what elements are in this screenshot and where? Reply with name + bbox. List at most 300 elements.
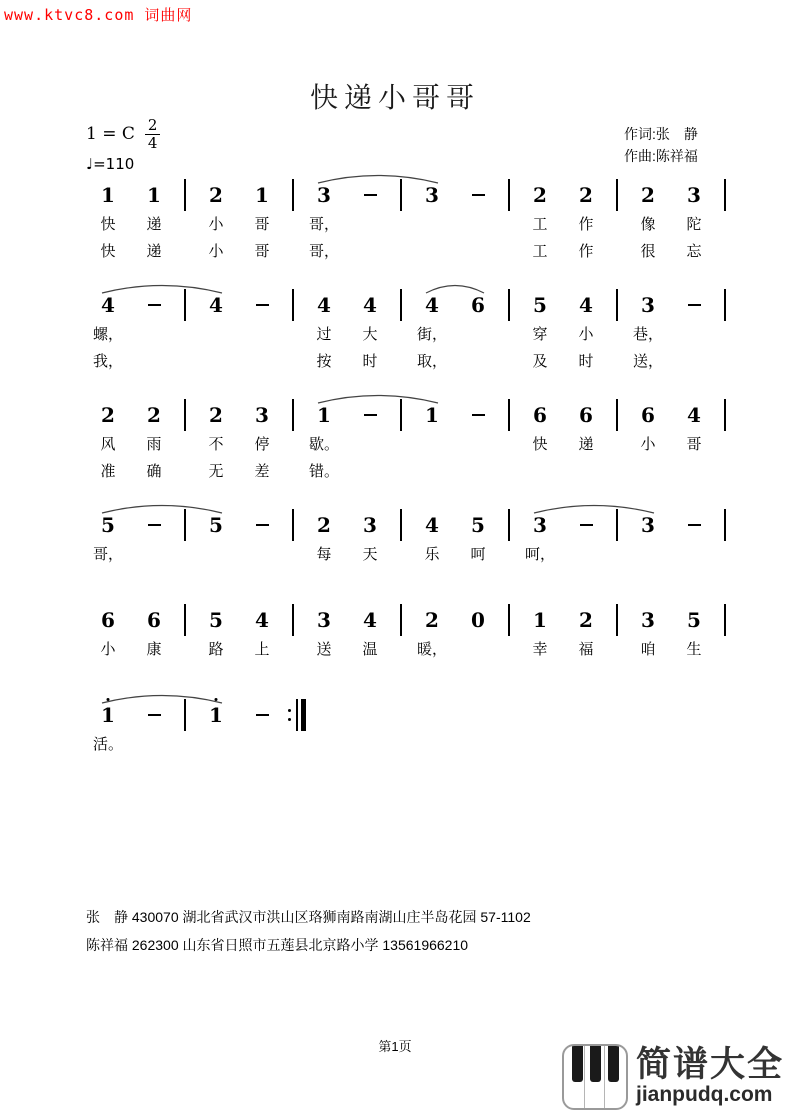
barline-cell xyxy=(285,292,301,372)
lyric: 我， xyxy=(92,353,123,370)
note xyxy=(687,607,701,633)
note-number: 2 xyxy=(533,183,547,207)
lyric: 确 xyxy=(146,463,162,480)
note xyxy=(471,607,485,633)
beat xyxy=(517,402,563,482)
site-logo xyxy=(562,1044,784,1110)
beat xyxy=(517,292,563,372)
beat xyxy=(131,292,177,372)
lyric: 温 xyxy=(362,641,378,658)
quarter-note-icon: ♩ xyxy=(86,155,94,173)
time-signature xyxy=(145,118,161,151)
note xyxy=(317,607,331,633)
dash-glyph xyxy=(256,524,269,526)
barline-cell xyxy=(285,512,301,565)
note-number: 5 xyxy=(533,293,547,317)
beat xyxy=(193,182,239,262)
note xyxy=(425,292,439,318)
note-number: 1 xyxy=(533,608,547,632)
key-time-signature xyxy=(86,118,160,173)
address-line-1: 张 静 430070 湖北省武汉市洪山区珞狮南路南湖山庄半岛花园 57-1102 xyxy=(86,909,531,925)
logo-text xyxy=(636,1047,784,1107)
beat xyxy=(671,512,717,565)
lyric: 送 xyxy=(316,641,332,658)
tempo-value: =110 xyxy=(93,155,135,173)
beat xyxy=(347,512,393,565)
lyric: 雨 xyxy=(146,436,162,453)
beat xyxy=(409,292,455,372)
barline-cell xyxy=(609,402,625,482)
beat xyxy=(455,607,501,660)
beat xyxy=(193,702,239,755)
note xyxy=(101,512,115,538)
barline-cell xyxy=(177,512,193,565)
beat xyxy=(625,402,671,482)
lyric: 上 xyxy=(254,641,270,658)
piano-keys-icon xyxy=(562,1044,628,1110)
score xyxy=(85,167,745,782)
barline-cell xyxy=(609,607,625,660)
barline-cell xyxy=(177,702,193,755)
beat xyxy=(193,292,239,372)
barline-cell xyxy=(393,182,409,262)
note-number: 2 xyxy=(147,403,161,427)
note xyxy=(687,402,701,428)
beat xyxy=(517,512,563,565)
lyric: 快 xyxy=(100,216,116,233)
lyric: 呵 xyxy=(470,546,486,563)
lyric: 很 xyxy=(640,243,656,260)
beat xyxy=(409,512,455,565)
beat xyxy=(85,292,131,372)
note-number: 4 xyxy=(687,403,701,427)
beat xyxy=(625,292,671,372)
beat xyxy=(347,182,393,262)
beat xyxy=(347,607,393,660)
note xyxy=(101,702,115,728)
address-line-2: 陈祥福 262300 山东省日照市五莲县北京路小学 13561966210 xyxy=(86,937,469,953)
score-row xyxy=(85,687,745,755)
lyric: 工 xyxy=(532,216,548,233)
beat xyxy=(563,182,609,262)
note xyxy=(533,292,547,318)
lyric: 穿 xyxy=(532,326,548,343)
logo-title: 简谱大全 xyxy=(635,1045,784,1084)
lyric: 无 xyxy=(208,463,224,480)
note xyxy=(101,292,115,318)
beat xyxy=(347,292,393,372)
note-number: 1 xyxy=(209,704,223,726)
note-number: 3 xyxy=(317,608,331,632)
lyric: 风 xyxy=(100,436,116,453)
barline-cell xyxy=(501,512,517,565)
note-number: 3 xyxy=(255,403,269,427)
beat xyxy=(239,182,285,262)
beat xyxy=(671,607,717,660)
logo-domain: jianpudq.com xyxy=(635,1083,773,1106)
slur-layer xyxy=(85,687,745,709)
note-number: 6 xyxy=(533,403,547,427)
note-number: 1 xyxy=(101,183,115,207)
lyric: 忘 xyxy=(686,243,702,260)
beat xyxy=(85,607,131,660)
lyric: 大 xyxy=(362,326,378,343)
lyric: 送， xyxy=(632,353,663,370)
note xyxy=(641,292,655,318)
lyric: 快 xyxy=(100,243,116,260)
beat xyxy=(409,607,455,660)
note-number: 2 xyxy=(209,403,223,427)
score-row xyxy=(85,277,745,372)
note-number: 5 xyxy=(471,513,485,537)
beat xyxy=(455,512,501,565)
dash-glyph xyxy=(148,304,161,306)
note xyxy=(363,292,377,318)
beat xyxy=(131,402,177,482)
beat xyxy=(625,182,671,262)
lyric: 差 xyxy=(254,463,270,480)
dash-glyph xyxy=(148,524,161,526)
lyric: 哥， xyxy=(308,243,339,260)
lyric: 哥 xyxy=(254,243,270,260)
dash-glyph xyxy=(148,714,161,716)
beat xyxy=(671,402,717,482)
dash-glyph xyxy=(256,714,269,716)
note xyxy=(209,182,223,208)
beat xyxy=(131,702,177,755)
slur xyxy=(426,286,484,294)
note-number: 5 xyxy=(687,608,701,632)
lyric: 哥 xyxy=(254,216,270,233)
lyric: 巷， xyxy=(632,326,663,343)
lyric: 不 xyxy=(208,436,224,453)
lyric: 哥， xyxy=(308,216,339,233)
note-number: 4 xyxy=(579,293,593,317)
note-number: 3 xyxy=(641,293,655,317)
lyric: 作 xyxy=(578,243,594,260)
beat xyxy=(193,402,239,482)
barline-cell xyxy=(609,292,625,372)
page-number: 第1页 xyxy=(378,1039,412,1054)
lyric: 递 xyxy=(578,436,594,453)
contact-info xyxy=(86,903,531,959)
barline-cell xyxy=(717,402,733,482)
beat xyxy=(131,182,177,262)
lyric: 小 xyxy=(100,641,116,658)
barline-cell xyxy=(177,402,193,482)
repeat-sign-end xyxy=(285,702,309,755)
lyric: 时 xyxy=(578,353,594,370)
note xyxy=(255,402,269,428)
note xyxy=(641,182,655,208)
lyric: 暖， xyxy=(416,641,447,658)
note xyxy=(209,292,223,318)
slur xyxy=(318,176,438,184)
dash-glyph xyxy=(364,194,377,196)
barline-cell xyxy=(177,292,193,372)
note-number: 5 xyxy=(209,608,223,632)
lyric: 停 xyxy=(254,436,270,453)
note xyxy=(101,402,115,428)
note-number: 6 xyxy=(101,608,115,632)
note xyxy=(317,182,331,208)
lyric: 准 xyxy=(100,463,116,480)
note xyxy=(101,182,115,208)
beat xyxy=(671,292,717,372)
note xyxy=(579,292,593,318)
barline-cell xyxy=(393,292,409,372)
note xyxy=(147,402,161,428)
note-number: 4 xyxy=(425,293,439,317)
note-number: 2 xyxy=(209,183,223,207)
lyric: 乐 xyxy=(424,546,440,563)
lyric: 小 xyxy=(208,243,224,260)
note-number: 2 xyxy=(579,183,593,207)
beat xyxy=(455,402,501,482)
note xyxy=(471,292,485,318)
beat xyxy=(193,607,239,660)
dash-glyph xyxy=(580,524,593,526)
lyric: 哥， xyxy=(92,546,123,563)
barline-cell xyxy=(285,182,301,262)
note-number: 2 xyxy=(579,608,593,632)
note xyxy=(147,182,161,208)
beat xyxy=(563,402,609,482)
lyric: 康 xyxy=(146,641,162,658)
note xyxy=(425,607,439,633)
note-number: 3 xyxy=(363,513,377,537)
slur xyxy=(102,286,222,294)
note-number: 2 xyxy=(101,403,115,427)
note xyxy=(533,402,547,428)
beat xyxy=(409,402,455,482)
lyric: 时 xyxy=(362,353,378,370)
lyric: 街， xyxy=(416,326,447,343)
lyric: 螺， xyxy=(92,326,123,343)
lyricist-credit: 作词:张 静 xyxy=(624,126,698,142)
note-number: 4 xyxy=(101,293,115,317)
note-number: 3 xyxy=(641,513,655,537)
beat xyxy=(85,402,131,482)
time-signature-numerator: 2 xyxy=(145,118,161,135)
credits xyxy=(624,123,698,167)
note xyxy=(317,402,331,428)
lyric: 过 xyxy=(316,326,332,343)
key-signature: 1 = C xyxy=(86,124,135,144)
beat xyxy=(455,182,501,262)
repeat-dot xyxy=(288,709,291,712)
dash-glyph xyxy=(256,304,269,306)
slur xyxy=(102,696,222,704)
beat xyxy=(517,607,563,660)
lyric: 递 xyxy=(146,243,162,260)
slur xyxy=(318,396,438,404)
note-number: 2 xyxy=(641,183,655,207)
dash-glyph xyxy=(472,194,485,196)
note-number: 3 xyxy=(687,183,701,207)
beat xyxy=(239,402,285,482)
lyric: 快 xyxy=(532,436,548,453)
lyric: 福 xyxy=(578,641,594,658)
lyric: 小 xyxy=(208,216,224,233)
lyric: 错。 xyxy=(308,463,339,480)
beat xyxy=(239,702,285,755)
beat xyxy=(625,512,671,565)
beat xyxy=(131,512,177,565)
lyric: 及 xyxy=(532,353,548,370)
note xyxy=(533,182,547,208)
note-number: 3 xyxy=(317,183,331,207)
note-number: 1 xyxy=(147,183,161,207)
barline-cell xyxy=(177,607,193,660)
barline-cell xyxy=(393,402,409,482)
note-number: 5 xyxy=(101,513,115,537)
note-number: 3 xyxy=(425,183,439,207)
note xyxy=(641,512,655,538)
lyric: 咱 xyxy=(640,641,656,658)
lyric: 陀 xyxy=(686,216,702,233)
note-number: 2 xyxy=(425,608,439,632)
lyric: 小 xyxy=(578,326,594,343)
lyric: 呵， xyxy=(524,546,555,563)
note xyxy=(579,402,593,428)
note-number: 0 xyxy=(471,608,485,632)
beat xyxy=(301,292,347,372)
time-signature-denominator: 4 xyxy=(147,134,158,152)
note xyxy=(425,512,439,538)
beat xyxy=(239,292,285,372)
lyric: 哥 xyxy=(686,436,702,453)
note xyxy=(533,512,547,538)
barline-cell xyxy=(393,512,409,565)
lyric: 像 xyxy=(640,216,656,233)
score-row xyxy=(85,497,745,565)
octave-dot xyxy=(214,698,217,701)
score-row xyxy=(85,592,745,660)
note xyxy=(255,182,269,208)
note-number: 2 xyxy=(317,513,331,537)
note-number: 1 xyxy=(317,403,331,427)
dash-glyph xyxy=(688,524,701,526)
lyric: 天 xyxy=(362,546,378,563)
lyric: 活。 xyxy=(92,736,123,753)
slur xyxy=(534,506,654,514)
note-number: 6 xyxy=(147,608,161,632)
beat xyxy=(347,402,393,482)
note xyxy=(579,607,593,633)
barline-cell xyxy=(501,182,517,262)
dash-glyph xyxy=(364,414,377,416)
beat xyxy=(563,512,609,565)
song-title: 快递小哥哥 xyxy=(309,81,480,114)
dash-glyph xyxy=(688,304,701,306)
beat xyxy=(301,402,347,482)
note xyxy=(533,607,547,633)
lyric: 幸 xyxy=(532,641,548,658)
score-row xyxy=(85,167,745,262)
note xyxy=(641,607,655,633)
note xyxy=(471,512,485,538)
dash-glyph xyxy=(472,414,485,416)
beat xyxy=(85,512,131,565)
note-number: 4 xyxy=(363,293,377,317)
note-number: 4 xyxy=(255,608,269,632)
note-number: 3 xyxy=(533,513,547,537)
note xyxy=(255,607,269,633)
lyric: 取， xyxy=(416,353,447,370)
note xyxy=(209,402,223,428)
beat xyxy=(409,182,455,262)
lyric: 按 xyxy=(316,353,332,370)
barline-cell xyxy=(717,182,733,262)
lyric: 生 xyxy=(686,641,702,658)
beat xyxy=(563,292,609,372)
barline-cell xyxy=(717,607,733,660)
beat xyxy=(455,292,501,372)
beat xyxy=(625,607,671,660)
beat xyxy=(85,182,131,262)
note-number: 1 xyxy=(101,704,115,726)
beat xyxy=(301,182,347,262)
barline-cell xyxy=(501,292,517,372)
note xyxy=(641,402,655,428)
slur xyxy=(102,506,222,514)
note xyxy=(579,182,593,208)
lyric: 歇。 xyxy=(308,436,339,453)
note xyxy=(209,512,223,538)
note xyxy=(317,292,331,318)
note-number: 6 xyxy=(579,403,593,427)
repeat-dot xyxy=(288,718,291,721)
beat xyxy=(239,607,285,660)
note-number: 4 xyxy=(363,608,377,632)
watermark: www.ktvc8.com 词曲网 xyxy=(4,6,193,24)
beat xyxy=(85,702,131,755)
barline-cell xyxy=(177,182,193,262)
note-number: 5 xyxy=(209,513,223,537)
beat xyxy=(517,182,563,262)
note-number: 1 xyxy=(255,183,269,207)
barline-cell xyxy=(285,607,301,660)
note xyxy=(317,512,331,538)
repeat-dots xyxy=(288,709,291,721)
barline-cell xyxy=(285,402,301,482)
lyric: 路 xyxy=(208,641,224,658)
lyric: 每 xyxy=(316,546,332,563)
barline-cell xyxy=(717,512,733,565)
barline-cell xyxy=(393,607,409,660)
note xyxy=(425,402,439,428)
beat xyxy=(239,512,285,565)
barline-cell xyxy=(501,607,517,660)
composer-credit: 作曲:陈祥福 xyxy=(624,148,698,164)
note xyxy=(363,512,377,538)
beat xyxy=(563,607,609,660)
beat xyxy=(671,182,717,262)
note-number: 4 xyxy=(209,293,223,317)
barline-cell xyxy=(717,292,733,372)
beat xyxy=(131,607,177,660)
note-number: 6 xyxy=(471,293,485,317)
barline-cell xyxy=(501,402,517,482)
score-row xyxy=(85,387,745,482)
note xyxy=(687,182,701,208)
octave-dot xyxy=(106,698,109,701)
lyric: 小 xyxy=(640,436,656,453)
note xyxy=(425,182,439,208)
note xyxy=(363,607,377,633)
barline-cell xyxy=(609,512,625,565)
